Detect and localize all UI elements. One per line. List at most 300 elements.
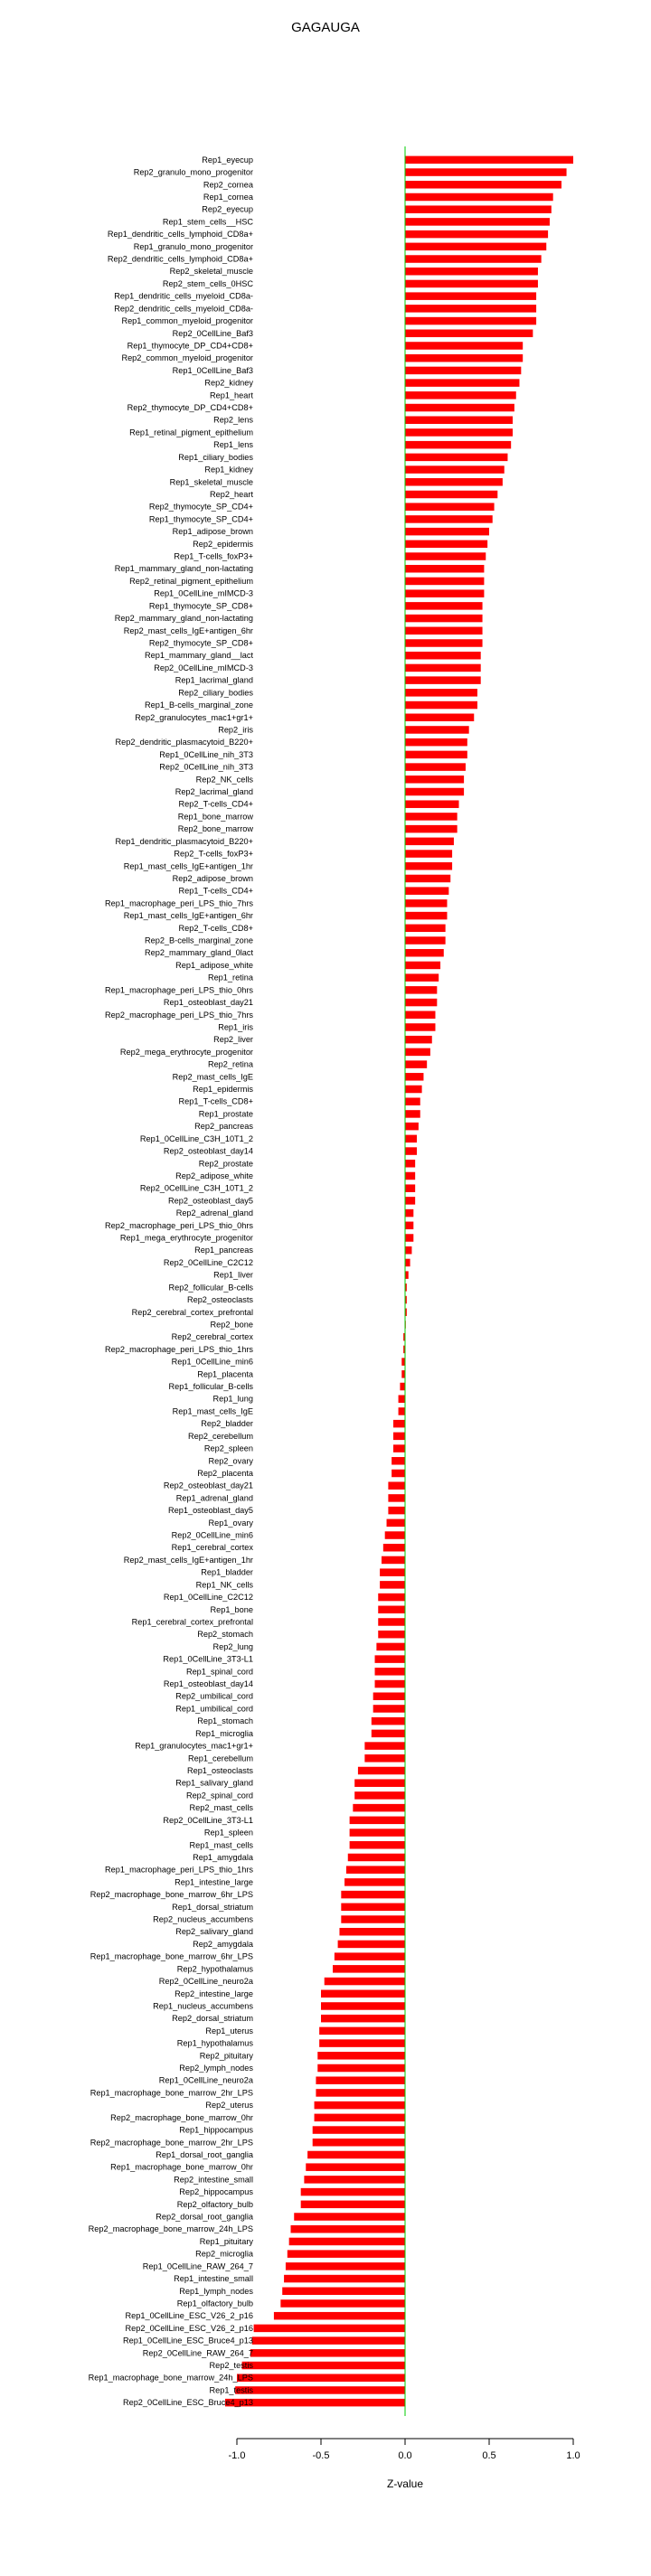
category-label: Rep1_osteoblast_day14 <box>163 1679 253 1689</box>
category-label: Rep1_macrophage_bone_marrow_24h_LPS <box>88 2373 253 2383</box>
category-label: Rep2_thymocyte_DP_CD4+CD8+ <box>127 403 253 413</box>
bar <box>375 1668 405 1676</box>
bar-group <box>225 156 573 2407</box>
category-label: Rep2_bladder <box>201 1419 253 1429</box>
bar <box>341 1891 405 1899</box>
category-label: Rep2_heart <box>209 489 253 499</box>
category-label: Rep2_stomach <box>197 1630 253 1640</box>
bar <box>291 2225 405 2233</box>
category-label: Rep2_0CellLine_C3H_10T1_2 <box>139 1183 253 1193</box>
category-label: Rep2_follicular_B-cells <box>168 1283 253 1293</box>
bar <box>344 1878 405 1886</box>
bar <box>405 1023 435 1031</box>
bar <box>405 602 483 610</box>
category-label: Rep1_cerebral_cortex_prefrontal <box>131 1617 253 1627</box>
bar <box>346 1866 405 1874</box>
category-label: Rep1_dorsal_striatum <box>172 1902 253 1912</box>
bar <box>335 1952 405 1960</box>
category-label: Rep2_T-cells_CD4+ <box>178 799 253 809</box>
category-label: Rep2_osteoblast_day5 <box>168 1196 253 1206</box>
bar <box>405 1060 427 1068</box>
bar <box>307 2151 405 2159</box>
category-label: Rep2_kidney <box>204 378 253 388</box>
bar <box>313 2126 405 2134</box>
bar <box>405 1097 420 1105</box>
category-label: Rep2_lung <box>212 1641 253 1651</box>
bar <box>392 1457 405 1465</box>
bar <box>405 887 448 895</box>
bar <box>339 1928 405 1936</box>
category-label: Rep2_mammary_gland_non-lactating <box>114 614 253 624</box>
category-label: Rep2_macrophage_bone_marrow_24h_LPS <box>88 2224 253 2234</box>
category-label: Rep1_follicular_B-cells <box>168 1382 253 1392</box>
category-label: Rep2_adipose_brown <box>172 873 253 883</box>
x-tick-label: -1.0 <box>228 2450 246 2461</box>
bar <box>405 280 538 288</box>
category-label: Rep2_0CellLine_ESC_Bruce4_p13 <box>122 2398 253 2408</box>
x-tick-label: -0.5 <box>312 2450 330 2461</box>
category-label: Rep1_amygdala <box>193 1852 253 1862</box>
bar <box>405 305 536 313</box>
bar <box>354 1791 405 1800</box>
bar <box>373 1692 405 1700</box>
category-label: Rep1_macrophage_peri_LPS_thio_1hrs <box>105 1865 253 1875</box>
bar <box>405 465 505 474</box>
category-label: Rep2_0CellLine_RAW_264_7 <box>142 2348 253 2358</box>
bar <box>405 193 553 202</box>
category-label: Rep2_pancreas <box>194 1122 253 1132</box>
category-label: Rep2_skeletal_muscle <box>169 267 253 277</box>
category-label: Rep2_stem_cells_0HSC <box>162 278 253 288</box>
bar <box>338 1941 405 1949</box>
bar <box>405 515 493 523</box>
category-label: Rep1_0CellLine_RAW_264_7 <box>142 2261 253 2271</box>
bar <box>405 1271 409 1279</box>
category-label: Rep2_spinal_cord <box>185 1791 253 1800</box>
bar <box>405 552 486 560</box>
category-label: Rep2_mast_cells_IgE+antigen_1hr <box>123 1555 253 1565</box>
bar <box>405 850 452 858</box>
bar <box>405 255 542 263</box>
category-label: Rep1_mast_cells <box>189 1840 253 1850</box>
bar <box>388 1494 405 1502</box>
x-axis-label: Z-value <box>386 2477 424 2490</box>
category-label: Rep2_lacrimal_gland <box>175 787 253 796</box>
category-label: Rep1_testis <box>209 2385 253 2395</box>
category-label: Rep2_nucleus_accumbens <box>153 1914 253 1924</box>
bar <box>280 2299 405 2308</box>
bar <box>380 1568 405 1576</box>
category-label: Rep1_NK_cells <box>195 1580 253 1590</box>
bar <box>388 1481 405 1490</box>
category-label: Rep2_lens <box>213 415 253 425</box>
bar <box>319 2027 405 2035</box>
category-label: Rep2_mast_cells_IgE+antigen_6hr <box>123 625 253 635</box>
bar <box>405 317 536 325</box>
category-label: Rep1_pituitary <box>199 2236 253 2246</box>
category-label: Rep2_adipose_white <box>175 1170 253 1180</box>
category-label: Rep1_ciliary_bodies <box>178 452 253 462</box>
bar <box>393 1420 405 1428</box>
bar <box>405 1184 415 1192</box>
category-label: Rep1_0CellLine_mIMCD-3 <box>154 588 253 598</box>
bar <box>405 615 483 623</box>
bar <box>405 1246 411 1255</box>
category-label: Rep1_dendritic_cells_myeloid_CD8a- <box>114 291 253 301</box>
chart-title: GAGAUGA <box>291 20 360 35</box>
bar <box>405 763 466 771</box>
category-label: Rep1_iris <box>218 1022 253 1032</box>
category-label: Rep2_salivary_gland <box>175 1927 253 1937</box>
bar <box>405 973 439 982</box>
category-label: Rep2_macrophage_bone_marrow_0hr <box>110 2112 253 2122</box>
category-label: Rep1_bone_marrow <box>177 812 253 822</box>
bar <box>358 1767 405 1775</box>
category-label: Rep1_0CellLine_min6 <box>171 1357 253 1367</box>
category-label: Rep1_kidney <box>204 465 253 475</box>
bar <box>405 416 513 424</box>
category-label: Rep1_common_myeloid_progenitor <box>121 316 253 326</box>
category-label: Rep1_olfactory_bulb <box>176 2299 253 2308</box>
category-label: Rep2_dendritic_plasmacytoid_B220+ <box>115 738 253 747</box>
bar <box>354 1779 405 1787</box>
category-label: Rep2_osteoblast_day21 <box>163 1481 253 1490</box>
category-label: Rep1_placenta <box>197 1369 253 1379</box>
bar <box>405 367 521 375</box>
category-label: Rep1_mast_cells_IgE+antigen_6hr <box>123 911 253 921</box>
bar <box>315 2114 405 2122</box>
category-label: Rep1_stomach <box>197 1716 253 1726</box>
category-label: Rep1_spleen <box>203 1828 253 1838</box>
bar <box>405 838 454 846</box>
category-label: Rep1_macrophage_bone_marrow_2hr_LPS <box>90 2088 253 2098</box>
bar <box>405 1036 432 1044</box>
category-label: Rep2_granulocytes_mac1+gr1+ <box>135 712 253 722</box>
bar <box>372 1717 405 1725</box>
category-label: Rep1_intestine_large <box>175 1877 253 1887</box>
bar <box>380 1581 405 1589</box>
category-label: Rep1_0CellLine_Baf3 <box>172 365 253 375</box>
category-label: Rep2_intestine_large <box>175 1988 253 1998</box>
category-label: Rep1_mammary_gland_non-lactating <box>114 564 253 574</box>
bar <box>405 875 450 883</box>
category-label: Rep2_intestine_small <box>174 2175 253 2185</box>
category-label: Rep2_retina <box>207 1059 253 1069</box>
bar <box>399 1395 405 1403</box>
category-label: Rep1_hypothalamus <box>176 2038 253 2048</box>
bar <box>405 1011 435 1020</box>
bar <box>393 1444 405 1453</box>
x-tick-label: 0.5 <box>482 2450 496 2461</box>
category-label: Rep2_umbilical_cord <box>175 1691 253 1701</box>
bar <box>405 391 516 400</box>
category-label: Rep2_dorsal_striatum <box>172 2014 253 2024</box>
bar <box>378 1631 405 1639</box>
category-label-group <box>89 155 254 2407</box>
category-label: Rep1_mega_erythrocyte_progenitor <box>119 1233 253 1243</box>
category-label: Rep2_lymph_nodes <box>179 2064 253 2073</box>
category-label: Rep2_0CellLine_neuro2a <box>158 1977 253 1987</box>
bar <box>237 2374 405 2382</box>
category-label: Rep2_0CellLine_min6 <box>171 1530 253 1540</box>
category-label: Rep2_common_myeloid_progenitor <box>121 353 253 363</box>
category-label: Rep1_ovary <box>208 1518 253 1528</box>
category-label: Rep1_pancreas <box>194 1246 253 1255</box>
category-label: Rep1_retina <box>207 973 253 982</box>
category-label: Rep2_cerebral_cortex_prefrontal <box>131 1307 253 1317</box>
bar <box>405 1123 419 1131</box>
bar <box>405 639 483 647</box>
bar <box>341 1915 405 1923</box>
bar <box>317 2052 405 2060</box>
category-label: Rep1_prostate <box>198 1109 253 1119</box>
category-label: Rep2_pituitary <box>199 2051 253 2061</box>
bar <box>405 1086 422 1094</box>
bar <box>405 862 452 870</box>
bar <box>364 1754 405 1763</box>
category-label: Rep2_T-cells_foxP3+ <box>174 849 253 859</box>
category-label: Rep1_lung <box>212 1394 253 1404</box>
bar <box>405 491 497 499</box>
category-label: Rep1_osteoclasts <box>186 1766 253 1775</box>
category-label: Rep2_macrophage_bone_marrow_6hr_LPS <box>90 1890 253 1900</box>
bar <box>317 2064 405 2073</box>
category-label: Rep2_thymocyte_SP_CD4+ <box>148 502 253 512</box>
category-label: Rep2_ciliary_bodies <box>178 688 253 698</box>
bar <box>405 1234 413 1242</box>
bar <box>393 1433 405 1441</box>
bar <box>405 701 477 710</box>
category-label: Rep2_0CellLine_mIMCD-3 <box>154 663 253 672</box>
category-label: Rep2_microglia <box>195 2249 253 2259</box>
category-label: Rep1_0CellLine_C3H_10T1_2 <box>139 1133 253 1143</box>
bar <box>401 1358 405 1366</box>
bar <box>321 2015 405 2023</box>
bar <box>288 2250 405 2258</box>
bar <box>405 1172 415 1180</box>
bar <box>387 1519 405 1528</box>
bar <box>315 2101 405 2110</box>
category-label: Rep1_heart <box>209 390 253 400</box>
bar <box>405 676 481 684</box>
category-label: Rep2_prostate <box>198 1159 253 1169</box>
category-label: Rep2_macrophage_peri_LPS_thio_1hrs <box>105 1344 253 1354</box>
category-label: Rep1_lymph_nodes <box>179 2286 253 2296</box>
category-label: Rep2_hypothalamus <box>176 1964 253 1974</box>
bar <box>250 2349 405 2357</box>
bar <box>405 156 573 165</box>
bar <box>405 1160 415 1168</box>
category-label: Rep2_granulo_mono_progenitor <box>133 167 253 177</box>
bar <box>405 565 484 573</box>
category-label: Rep2_NK_cells <box>195 775 253 785</box>
bar <box>364 1742 405 1750</box>
category-label: Rep2_thymocyte_SP_CD8+ <box>148 638 253 648</box>
category-label: Rep1_dorsal_root_ganglia <box>156 2149 253 2159</box>
bar <box>373 1705 405 1713</box>
bar <box>405 949 444 957</box>
bar <box>405 1147 417 1155</box>
category-label: Rep2_macrophage_peri_LPS_thio_0hrs <box>105 1220 253 1230</box>
category-label: Rep2_hippocampus <box>179 2187 253 2197</box>
bar <box>294 2213 405 2221</box>
bar <box>405 1110 420 1118</box>
category-label: Rep2_retinal_pigment_epithelium <box>129 576 253 586</box>
category-label: Rep1_T-cells_CD4+ <box>178 886 253 896</box>
category-label: Rep1_microglia <box>195 1728 253 1738</box>
bar <box>242 2362 405 2370</box>
bar <box>405 478 503 486</box>
bar <box>405 243 546 251</box>
category-label: Rep2_0CellLine_nih_3T3 <box>159 762 253 772</box>
bar <box>313 2139 405 2147</box>
bar <box>350 1841 405 1849</box>
bar <box>405 541 487 549</box>
bar <box>405 925 446 933</box>
bar <box>319 2039 405 2047</box>
category-label: Rep2_B-cells_marginal_zone <box>144 935 253 945</box>
bar <box>388 1507 405 1515</box>
bar <box>405 726 469 734</box>
bar <box>348 1854 405 1862</box>
bar <box>378 1618 405 1626</box>
category-label: Rep1_adrenal_gland <box>175 1493 253 1503</box>
bar <box>316 2076 405 2084</box>
category-label: Rep2_testis <box>209 2361 253 2371</box>
bar <box>350 1829 405 1837</box>
category-label: Rep1_cornea <box>203 192 253 202</box>
bar <box>301 2188 405 2196</box>
category-label: Rep1_adipose_white <box>175 960 253 970</box>
bar <box>235 2386 405 2394</box>
category-label: Rep2_0CellLine_C2C12 <box>163 1257 253 1267</box>
bar <box>405 738 467 747</box>
bar <box>405 230 548 238</box>
category-label: Rep2_liver <box>213 1035 253 1045</box>
category-label: Rep1_nucleus_accumbens <box>153 2001 253 2011</box>
bar <box>378 1594 405 1602</box>
bar <box>405 664 481 672</box>
category-label: Rep1_hippocampus <box>179 2125 253 2135</box>
category-label: Rep1_lacrimal_gland <box>175 675 253 685</box>
bar <box>405 354 523 362</box>
bar <box>405 652 481 660</box>
bar <box>405 205 552 213</box>
bar <box>405 776 464 784</box>
bar <box>378 1606 405 1614</box>
category-label: Rep2_dendritic_cells_myeloid_CD8a- <box>114 304 253 314</box>
bar <box>375 1680 405 1688</box>
x-axis <box>229 2439 580 2461</box>
bar <box>405 528 489 536</box>
bar <box>284 2275 405 2283</box>
category-label: Rep2_iris <box>218 725 253 735</box>
bar <box>405 788 464 796</box>
category-label: Rep1_stem_cells__HSC <box>162 217 253 227</box>
category-label: Rep1_macrophage_bone_marrow_6hr_LPS <box>90 1951 253 1961</box>
bar <box>353 1804 405 1812</box>
bar <box>405 627 483 635</box>
category-label: Rep2_spleen <box>203 1443 253 1453</box>
bar <box>405 912 448 920</box>
category-label: Rep1_retinal_pigment_epithelium <box>129 428 253 437</box>
bar <box>382 1556 405 1565</box>
bar <box>405 404 514 412</box>
category-label: Rep1_osteoblast_day5 <box>168 1506 253 1516</box>
bar <box>405 578 484 586</box>
category-label: Rep1_T-cells_foxP3+ <box>174 551 253 561</box>
bar <box>405 962 440 970</box>
category-label: Rep1_thymocyte_SP_CD8+ <box>148 601 253 611</box>
bar <box>306 2163 405 2171</box>
bar <box>405 342 523 350</box>
bar <box>405 330 533 338</box>
category-label: Rep2_amygdala <box>193 1939 253 1949</box>
bar <box>254 2325 405 2333</box>
category-label: Rep1_B-cells_marginal_zone <box>144 700 253 710</box>
category-label: Rep2_mammary_gland_0lact <box>144 948 253 958</box>
category-label: Rep1_lens <box>213 440 253 450</box>
bar <box>325 1978 405 1986</box>
bar <box>405 292 536 300</box>
bar <box>376 1643 405 1651</box>
bar <box>405 1048 430 1057</box>
category-label: Rep1_mast_cells_IgE+antigen_1hr <box>123 861 253 871</box>
category-label: Rep1_mast_cells_IgE <box>172 1406 253 1416</box>
category-label: Rep1_cerebral_cortex <box>171 1543 253 1553</box>
bar <box>405 503 495 511</box>
bar <box>383 1544 405 1552</box>
category-label: Rep2_macrophage_bone_marrow_2hr_LPS <box>90 2138 253 2148</box>
bar <box>333 1965 405 1973</box>
category-label: Rep1_dendritic_plasmacytoid_B220+ <box>115 836 253 846</box>
category-label: Rep2_cornea <box>203 180 253 190</box>
category-label: Rep1_intestine_small <box>174 2274 253 2284</box>
bar <box>289 2238 405 2246</box>
bar <box>405 899 448 907</box>
bar <box>405 218 550 226</box>
bar <box>405 428 513 437</box>
bar <box>372 1730 405 1738</box>
category-label: Rep1_salivary_gland <box>175 1778 253 1788</box>
category-label: Rep1_thymocyte_SP_CD4+ <box>148 514 253 524</box>
bar <box>405 454 507 462</box>
bar <box>399 1407 405 1415</box>
category-label: Rep1_umbilical_cord <box>175 1704 253 1714</box>
category-label: Rep2_adrenal_gland <box>175 1208 253 1218</box>
category-label: Rep2_olfactory_bulb <box>176 2199 253 2209</box>
category-label: Rep1_0CellLine_nih_3T3 <box>159 749 253 759</box>
bar <box>405 181 561 189</box>
category-label: Rep2_epidermis <box>193 539 253 549</box>
category-label: Rep2_0CellLine_3T3-L1 <box>163 1815 253 1825</box>
category-label: Rep1_mammary_gland__lact <box>144 651 253 661</box>
category-label: Rep2_bone_marrow <box>177 824 253 834</box>
category-label: Rep1_granulocytes_mac1+gr1+ <box>135 1741 253 1751</box>
bar <box>375 1655 405 1663</box>
bar <box>304 2176 405 2184</box>
category-label: Rep2_mast_cells <box>189 1803 253 1813</box>
bar <box>316 2089 405 2097</box>
bar <box>405 714 474 722</box>
bar <box>405 800 459 808</box>
x-tick-label: 0.0 <box>398 2450 412 2461</box>
category-label: Rep2_dendritic_cells_lymphoid_CD8a+ <box>107 254 253 264</box>
bar <box>385 1531 405 1539</box>
category-label: Rep1_eyecup <box>202 155 253 165</box>
bar <box>321 2002 405 2010</box>
bar <box>405 1197 415 1205</box>
